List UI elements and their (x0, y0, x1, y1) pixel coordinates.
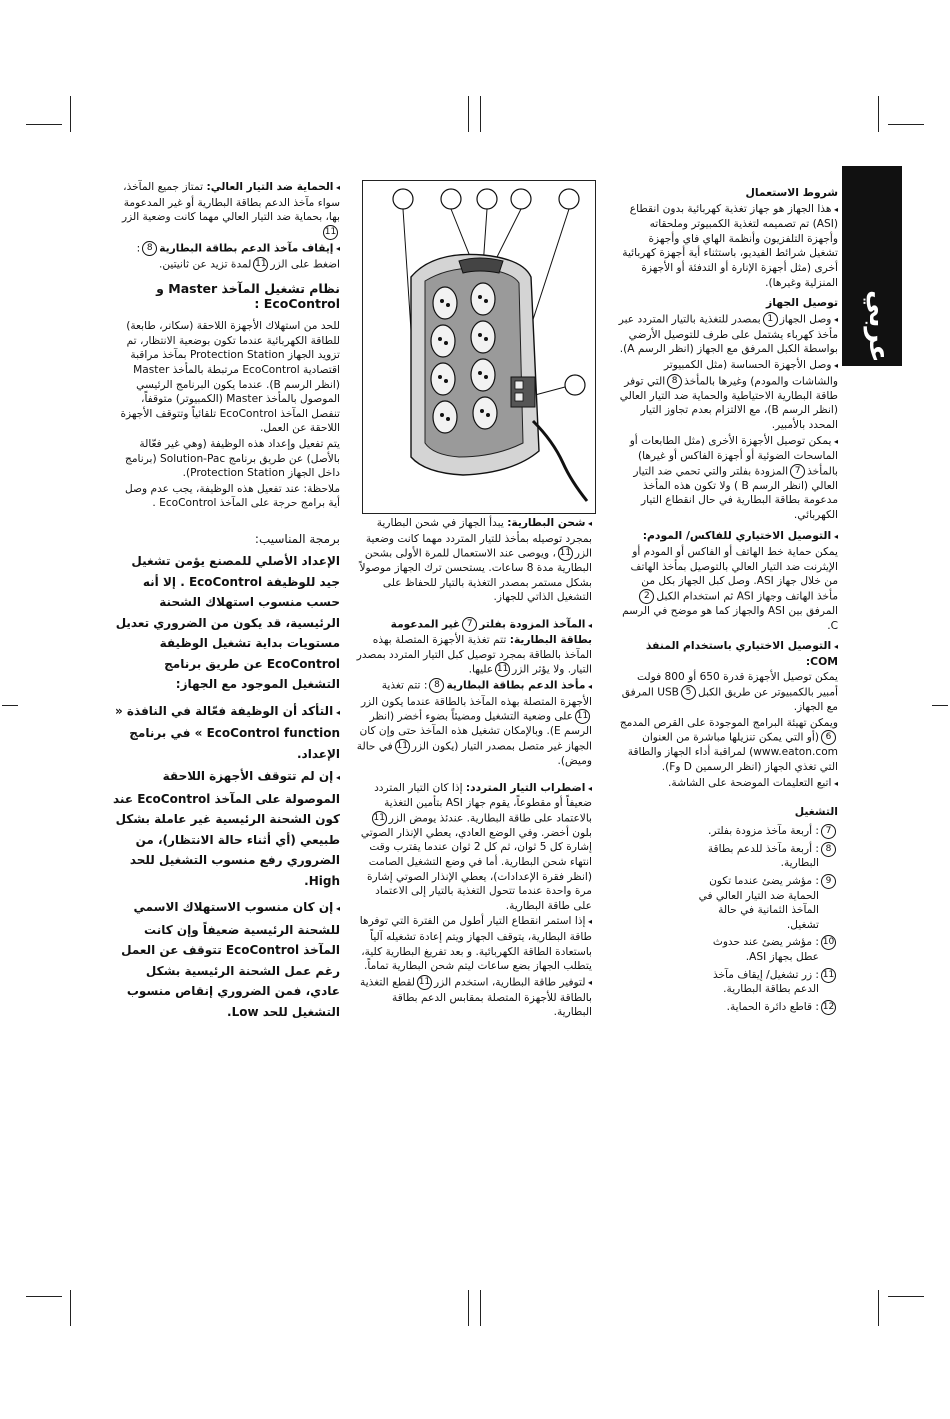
crop-mark (2, 705, 18, 706)
crop-mark (26, 1296, 62, 1297)
programming-section (112, 529, 340, 1023)
legend-list (618, 824, 838, 1015)
heading-connect: توصيل الجهاز (766, 296, 838, 310)
callout-1: 1 (763, 312, 778, 327)
callout-circle (565, 375, 585, 395)
heading-conditions: شروط الاستعمال (745, 186, 838, 199)
paragraph-software: ويمكن تهيئة البرامج الموجودة على القرص المدمج6(أو التي يمكن تنزيلها مباشرة من العنوان www.eaton.com) لمراقبة أداء الجهاز والطاقة التي تغذي الجهاز (انظر الرسمين D وF). (619, 716, 838, 773)
paragraph-note: ملاحظة: عند تفعيل هذه الوظيفة، يجب عدم وصل أية برامج حرجة على المآخذ EcoControl . (125, 482, 340, 510)
paragraph-connect-2: ◂ وصل الأجهزة الحساسة (مثل الكمبيوتر والشاشات والمودم) وغيرها بالمأخذ8التي توفر طاقة البطارية الاحتياطية والحماية ضد التيار العالي (انظر الرسم B)، مع الالتزام بعدم تجاوز التيار المحدد بالأمبير. (618, 358, 838, 432)
heading-operation: التشغيل (794, 805, 838, 819)
language-tab-label: عربي (863, 290, 894, 363)
heading-ecocontrol: نظام تشغيل المآخذ Master و EcoControl : (156, 281, 340, 311)
callout-11: 11 (395, 739, 410, 754)
callout-8: 8 (142, 241, 157, 256)
callout-2: 2 (639, 589, 654, 604)
callout-11: 11 (417, 975, 432, 990)
crop-mark (26, 124, 62, 125)
crop-mark (888, 1296, 924, 1297)
callout-11: 11 (575, 709, 590, 724)
paragraph-fax: يمكن حماية خط الهاتف أو الفاكس أو المودم أو الإيثرنت ضد التيار العالي بالتوصيل بمأخذ الهاتف من خلال جهاز ASI. وصل كبل الجهاز بكل من مأخذ الهاتف وجهاز ASI ثم استخدام الكبل2المرفق بين ASI والجهاز كما هو موضح في الرسم C. (622, 546, 838, 632)
paragraph-programming-4: ◂ إن كان منسوب الاستهلاك الاسمي للشحنة الرئيسية ضعيفاً وإن كانت المآخذ EcoControl تتوقف عن العمل رغم عمل الشحنة الرئيسية بشكل عادي، فمن الضروري إنقاص منسوب التشغيل للحد Low. (112, 897, 340, 1022)
callout-11: 11 (495, 662, 510, 677)
callout-5: 5 (681, 685, 696, 700)
paragraph-surge: ◂ الحماية ضد التيار العالي: تمتاز جميع المآخذ، سواء مآخذ الدعم بطاقة البطارية أو غير المدعومة بها، بحماية ضد التيار العالي مهما كانت وضعية الزر11 (112, 180, 340, 240)
callout-11: 11 (323, 225, 338, 240)
legend-item: 12 : قاطع دائرة الحماية. (726, 1000, 835, 1013)
paragraph-conditions: ◂ هذا الجهاز هو جهاز تغذية كهربائية بدون انقطاع (ASI) تم تصميمه لتغذية الكمبيوتر وملحقاته وأجهزة التلفزيون وأنظمة الهاي فاي وأجهزة تشغيل شرائط الفيديو، باستثناء أية أجهزة كهربائية أخرى (مثل أجهزة الإنارة أو التدفئة أو الأجهزة المنزلية وغيرها). (618, 202, 838, 291)
crop-mark (932, 705, 948, 706)
heading-com: ◂ التوصيل الاختياري باستخدام المنفذ COM: (618, 639, 838, 669)
crop-mark (878, 1290, 879, 1326)
paragraph-charge: ◂ شحن البطارية: يبدأ الجهاز في شحن البطارية بمجرد توصيله بمأخذ للتيار المتردد مهما كانت وضعية الزر11، ويوصى عند الاستعمال للمرة الأولى بشحن البطارية مدة 8 ساعات. يستحسن ترك الجهاز موصولاً بشكل مستمر بمصدر التغذية بالتيار للحفاظ على التشغيل الذاتي للجهاز. (356, 516, 592, 605)
middle-column (356, 516, 592, 1021)
callout-8: 8 (667, 374, 682, 389)
callout-circle (559, 189, 579, 209)
legend-item: 11 : زر تشغيل/ إيقاف مآخذ الدعم بطاقة البطارية. (712, 968, 835, 996)
protection-station-drawing (363, 181, 595, 513)
callout-circle (477, 189, 497, 209)
crop-mark (70, 96, 71, 132)
callout-circle (393, 189, 413, 209)
paragraph-filter: ◂ المآخذ المزودة بفلتر7غير المدعومة بطاقة البطارية: تتم تغذية الأجهزة المتصلة بهذه المآخذ بالطاقة بمجرد توصيل كبل التيار المتردد بمصدر التيار. ولا يؤثر الزر11عليها. (356, 617, 592, 677)
callout-8: 8 (429, 678, 444, 693)
paragraph-outage: ◂ إذا استمر انقطاع التيار أطول من الفترة التي توفرها طاقة البطارية، يتوقف الجهاز ويتم إعادة تشغيله آلياً باستعادة الطاقة الكهربائية. و بعد تفريغ البطارية كلية، يتطلب الجهاز بضع ساعات ليتم شحن البطارية تماماً. (356, 914, 592, 973)
legend-item: 9 : مؤشر يضئ عندما تكون الحماية ضد التيار العالي في المآخذ الثمانية في حالة تشغيل. (618, 874, 838, 932)
heading-fax: ◂ التوصيل الاختياري للفاكس/ المودم: (618, 529, 838, 545)
callout-11: 11 (372, 811, 387, 826)
crop-mark (480, 96, 481, 132)
paragraph-connect-3: ◂ يمكن توصيل الأجهزة الأخرى (مثل الطابعات أو الماسحات الضوئية أو أجهزة الفاكس أو غيرها) بالمأخذ7المزودة بفلتر والتي تحمي ضد التيار العالي (انظر الرسم B ) ولا تكون هذه المأخذ مدعومة بطاقة البطارية في حال انقطاع التيار الكهربائي. (618, 434, 838, 523)
power-cable (533, 421, 587, 501)
paragraph-save: ◂ لتوفير طاقة البطارية، استخدم الزر11لقطع التغذية بالطاقة للأجهزة المتصلة بمقابس الدعم بطاقة البطارية. (356, 975, 592, 1020)
paragraph-programming-1: الإعداد الأصلي للمصنع يؤمن تشغيل جيد للوظيفة EcoControl . إلا أنه حسب منسوب استهلاك الشحنة الرئيسية، قد يكون من الضروري تعديل مستويات بداية تشغيل الوظيفة EcoControl عن طريق برنامج التشغيل الموجود مع الجهاز: (115, 554, 340, 692)
right-column (618, 180, 838, 1018)
crop-mark (878, 96, 879, 132)
crop-mark (888, 124, 924, 125)
legend-item: 7 : أربعة مآخذ مزودة بفلتر. (618, 824, 838, 839)
callout-11: 11 (253, 257, 268, 272)
paragraph-stop: ◂ إيقاف مآخذ الدعم بطاقة البطارية8: اضغط على الزر11لمدة تزيد عن ثانيتين. (112, 241, 340, 272)
left-column (112, 180, 340, 1024)
paragraph-programming-3: ◂ إن لم تتوقف الأجهزة اللاحقة الموصولة على المآخذ EcoControl عند كون الشحنة الرئيسية غير عاملة بشكل طبيعي (أي أثناء حالة الانتظار)، من الضروري رفع منسوب التشغيل للحد High. (112, 766, 340, 891)
legend-item: 8 : أربعة مآخذ للدعم بطاقة البطارية. (618, 842, 838, 871)
paragraph-programming-2: ◂ التأكد أن الوظيفة فعّالة في النافذة « EcoControl function » في برنامج الإعداد. (112, 701, 340, 765)
crop-mark (468, 1290, 469, 1326)
paragraph-battery: ◂ مأخذ الدعم بطاقة البطارية8: تتم تغذية الأجهزة المتصلة بهذه المآخذ بالطاقة عندما يكون الزر11على وضعية التشغيل ومضيئاً بضوء أخضر (انظر الرسم E). وبالإمكان تشغيل هذه المآخذ حتى وإن كان الجهاز غير متصل بمصدر التيار (يكون الزر11في حالة وميض). (356, 678, 592, 768)
callout-7: 7 (462, 617, 477, 632)
paragraph-ecocontrol: للحد من استهلاك الأجهزة اللاحقة (سكانر، طابعة) للطاقة الكهربائية عندما تكون بوضعية الانتظار، تم تزويد الجهاز Protection Station بمآخذ مراقبة اقتصادية EcoControl مرتبطة بالمأخذ Master (انظر الرسم B). عندما يكون البرنامج الرئيسي الموصول بالمأخذ Master (الكمبيوتر) متوقفاً، تنفصل المآخذ EcoControl تلقائياً وتتوقف الأجهزة اللاحقة عن العمل. (120, 320, 340, 435)
paragraph-follow: ◂ اتبع التعليمات الموضحة على الشاشة. (618, 776, 838, 792)
paragraph-ecocontrol-2: يتم تفعيل وإعداد هذه الوظيفة (وهي غير فعّالة بالأصل) عن طريق برنامج Solution-Pac (برنامج داخل الجهاز Protection Station). (125, 438, 340, 480)
heading-programming: برمجة المناسيب: (254, 531, 340, 546)
callout-11: 11 (558, 546, 573, 561)
paragraph-com: يمكن توصيل الأجهزة قدرة 650 أو 800 فولت أمبير بالكمبيوتر عن طريق الكبل5USB المرفق مع الجهاز. (621, 671, 838, 714)
callout-6: 6 (821, 730, 836, 745)
crop-mark (468, 96, 469, 132)
paragraph-connect-1: ◂ وصل الجهاز1بمصدر للتغذية بالتيار المتردد عبر مأخذ كهرباء يشتمل على طرف للتوصيل الأرضي بواسطة الكبل المرفق مع الجهاز (انظر الرسم A). (618, 312, 838, 357)
legend-item: 10 : مؤشر يضئ عند حدوث عطل بجهاز ASI. (712, 936, 835, 963)
paragraph-disturb: ◂ اضطراب التيار المتردد: إذا كان التيار المتردد ضعيفاً أو مقطوعاً، يقوم جهاز ASI بتأمين التغذية بالاعتماد على طاقة البطارية. عندئذ يومض الزر11بلون أخضر. وفي الوضع العادي، يعطي الإنذار الصوتي إشارة كل 5 ثوان، ثم كل 2 ثوان عندما يقترب وقت انتهاء شحن البطارية. أما في وضع التشغيل الصامت (انظر فقرة الإعدادات)، يعطي الإنذار الصوتي إشارة مرة واحدة عندما تتحول التغذية بالتيار إلى الاعتماد على طاقة البطارية. (356, 781, 592, 914)
callout-circle (511, 189, 531, 209)
crop-mark (480, 1290, 481, 1326)
crop-mark (70, 1290, 71, 1326)
callout-7: 7 (790, 464, 805, 479)
device-illustration (362, 180, 596, 514)
callout-circle (441, 189, 461, 209)
